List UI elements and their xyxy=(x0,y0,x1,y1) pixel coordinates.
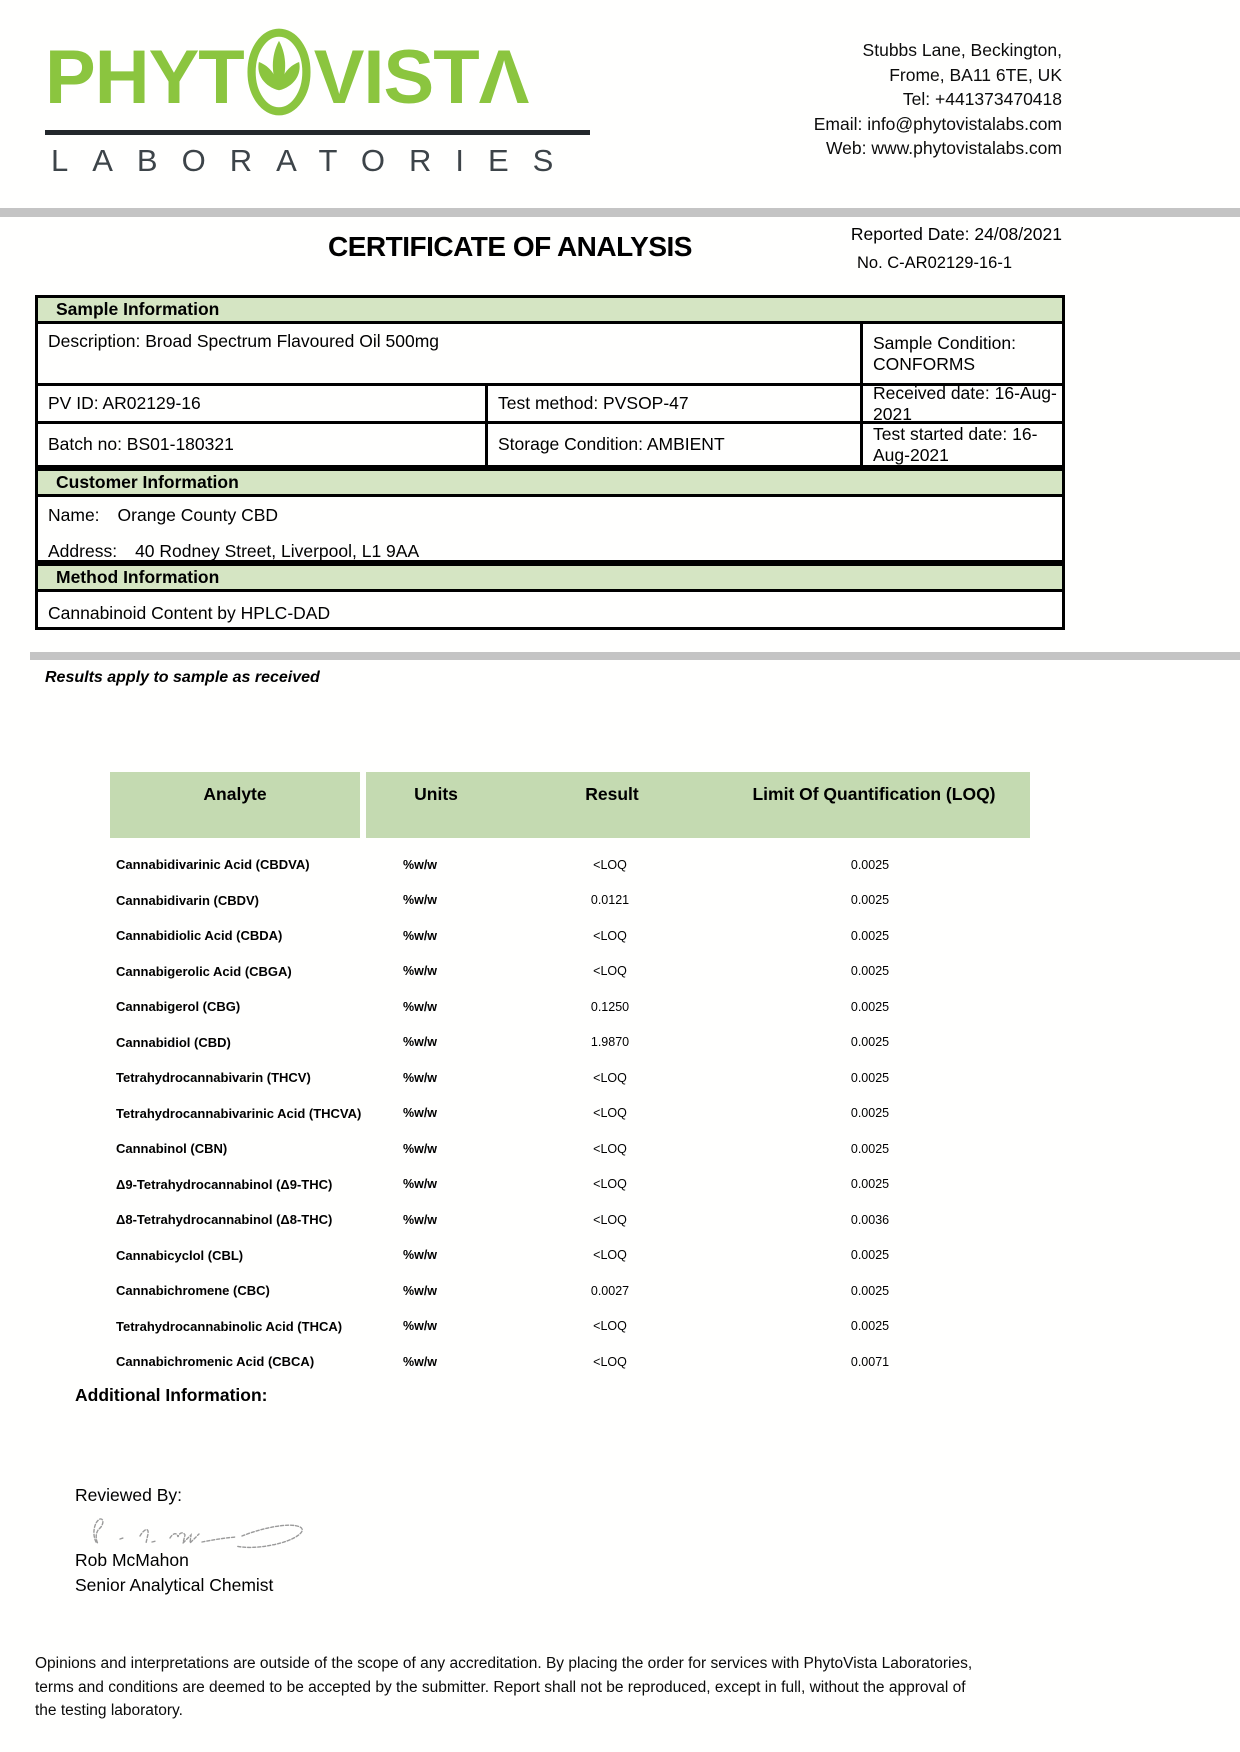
cell-loq: 0.0025 xyxy=(850,1177,890,1192)
sample-description-row xyxy=(38,324,1062,386)
contact-tel: Tel: +441373470418 xyxy=(902,89,1062,109)
cell-units: %w/w xyxy=(403,1070,438,1085)
cell-result: <LOQ xyxy=(593,1248,627,1263)
cell-analyte: Cannabichromene (CBC) xyxy=(116,1283,270,1299)
cell-result: <LOQ xyxy=(593,928,627,943)
report-number: No. C-AR02129-16-1 xyxy=(857,254,1012,272)
cell-analyte: Tetrahydrocannabivarin (THCV) xyxy=(116,1070,311,1086)
pv-id: PV ID: AR02129-16 xyxy=(38,386,488,421)
cell-loq: 0.0025 xyxy=(850,893,890,908)
cell-units: %w/w xyxy=(403,964,438,979)
cell-loq: 0.0025 xyxy=(850,964,890,979)
cell-loq: 0.0025 xyxy=(850,1248,890,1263)
contact-address-line2: Frome, BA11 6TE, UK xyxy=(889,64,1062,85)
cell-result: <LOQ xyxy=(593,964,627,979)
cell-analyte: Cannabinol (CBN) xyxy=(116,1141,228,1157)
cell-result: <LOQ xyxy=(593,1070,627,1085)
cell-analyte: Cannabicyclol (CBL) xyxy=(116,1247,244,1263)
cell-loq: 0.0025 xyxy=(850,1070,890,1085)
customer-address-label: Address: xyxy=(48,541,118,561)
cell-loq: 0.0025 xyxy=(850,1035,890,1050)
method-box: Cannabinoid Content by HPLC-DAD xyxy=(38,592,1062,630)
table-row xyxy=(110,1202,1030,1238)
cell-units: %w/w xyxy=(403,1354,438,1369)
sample-description: Description: Broad Spectrum Flavoured Oil 500mg xyxy=(38,324,863,383)
cell-analyte: Cannabigerolic Acid (CBGA) xyxy=(116,963,292,979)
cell-units: %w/w xyxy=(403,893,438,908)
table-row xyxy=(110,1131,1030,1167)
section-sample-information: Sample Information xyxy=(38,295,1062,324)
sample-batch-row xyxy=(38,424,1062,468)
results-table-header xyxy=(110,772,1030,838)
table-row xyxy=(110,1060,1030,1096)
table-row xyxy=(110,1309,1030,1345)
customer-name-label: Name: xyxy=(48,505,100,525)
logo-text-vist: VIST xyxy=(313,35,479,120)
customer-address-line xyxy=(48,541,1062,562)
customer-box xyxy=(38,497,1062,563)
table-row xyxy=(110,1344,1030,1380)
logo-text-a: Λ xyxy=(478,35,529,120)
cell-loq: 0.0025 xyxy=(850,999,890,1014)
cell-result: <LOQ xyxy=(593,857,627,872)
lab-contact-block xyxy=(814,38,1062,161)
cell-units: %w/w xyxy=(403,1283,438,1298)
cell-analyte: Cannabichromenic Acid (CBCA) xyxy=(116,1354,315,1370)
cell-loq: 0.0036 xyxy=(850,1212,890,1227)
section-divider-bar xyxy=(30,652,1240,660)
cell-analyte: Cannabidiol (CBD) xyxy=(116,1034,231,1050)
table-row xyxy=(110,1273,1030,1309)
cell-loq: 0.0025 xyxy=(850,928,890,943)
cell-result: <LOQ xyxy=(593,1177,627,1192)
results-table-body xyxy=(110,847,1030,1380)
cell-units: %w/w xyxy=(403,1248,438,1263)
cell-analyte: Tetrahydrocannabinolic Acid (THCA) xyxy=(116,1318,343,1334)
cell-loq: 0.0025 xyxy=(850,1141,890,1156)
cell-result: 1.9870 xyxy=(590,1035,630,1050)
cell-loq: 0.0025 xyxy=(850,1283,890,1298)
header-units: Units xyxy=(414,784,458,804)
logo-wordmark xyxy=(45,26,590,130)
table-row xyxy=(110,918,1030,954)
cell-units: %w/w xyxy=(403,1106,438,1121)
cell-loq: 0.0025 xyxy=(850,1319,890,1334)
logo-text-phyt: PHYT xyxy=(45,35,244,120)
cell-loq: 0.0025 xyxy=(850,857,890,872)
table-row xyxy=(110,1096,1030,1132)
page-title: CERTIFICATE OF ANALYSIS xyxy=(328,231,692,262)
cell-result: <LOQ xyxy=(593,1141,627,1156)
cell-units: %w/w xyxy=(403,999,438,1014)
additional-information-label: Additional Information: xyxy=(75,1385,268,1405)
table-row xyxy=(110,1167,1030,1203)
cell-units: %w/w xyxy=(403,1319,438,1334)
table-row xyxy=(110,847,1030,883)
table-row xyxy=(110,883,1030,919)
reviewer-block xyxy=(75,1548,273,1598)
section-method-information: Method Information xyxy=(38,563,1062,592)
customer-address-value: 40 Rodney Street, Liverpool, L1 9AA xyxy=(135,541,420,561)
header-right-band xyxy=(366,772,1030,838)
cell-units: %w/w xyxy=(403,857,438,872)
cell-result: 0.0027 xyxy=(590,1283,630,1298)
contact-email: Email: info@phytovistalabs.com xyxy=(813,113,1062,134)
cell-units: %w/w xyxy=(403,1141,438,1156)
cell-units: %w/w xyxy=(403,1212,438,1227)
cell-analyte: Tetrahydrocannabivarinic Acid (THCVA) xyxy=(116,1105,362,1121)
header-divider-bar xyxy=(0,208,1240,217)
cell-result: <LOQ xyxy=(593,1106,627,1121)
sample-condition: Sample Condition: CONFORMS xyxy=(873,332,1016,374)
cell-result: <LOQ xyxy=(593,1354,627,1369)
reviewer-name: Rob McMahon xyxy=(75,1550,189,1570)
customer-name-line xyxy=(48,505,1062,526)
phytovista-logo xyxy=(45,26,590,179)
storage-condition: Storage Condition: AMBIENT xyxy=(488,424,863,465)
logo-subtitle: LABORATORIES xyxy=(51,143,578,178)
reviewer-role: Senior Analytical Chemist xyxy=(75,1575,274,1595)
leaf-in-oval-icon xyxy=(247,28,311,129)
test-started-date: Test started date: 16-Aug-2021 xyxy=(873,423,1038,465)
cell-units: %w/w xyxy=(403,1177,438,1192)
received-date: Received date: 16-Aug-2021 xyxy=(873,382,1057,424)
reviewed-by-label: Reviewed By: xyxy=(75,1485,182,1505)
section-customer-information: Customer Information xyxy=(38,468,1062,497)
reported-date: Reported Date: 24/08/2021 xyxy=(850,224,1062,244)
cell-analyte: Δ9-Tetrahydrocannabinol (Δ9-THC) xyxy=(116,1176,333,1192)
customer-name-value: Orange County CBD xyxy=(117,505,279,525)
cell-loq: 0.0071 xyxy=(850,1354,890,1369)
info-table xyxy=(35,295,1065,630)
cell-result: <LOQ xyxy=(593,1212,627,1227)
cell-analyte: Cannabidivarinic Acid (CBDVA) xyxy=(116,857,310,873)
cell-result: 0.0121 xyxy=(590,893,630,908)
cell-analyte: Cannabigerol (CBG) xyxy=(116,999,241,1015)
table-row xyxy=(110,1238,1030,1274)
results-note: Results apply to sample as received xyxy=(45,669,320,686)
test-method: Test method: PVSOP-47 xyxy=(488,386,863,421)
cell-units: %w/w xyxy=(403,928,438,943)
results-table xyxy=(110,772,1030,1380)
cell-result: 0.1250 xyxy=(590,999,630,1014)
table-row xyxy=(110,1025,1030,1061)
header-analyte: Analyte xyxy=(110,772,360,838)
table-row xyxy=(110,989,1030,1025)
footer-disclaimer: Opinions and interpretations are outside of the scope of any accreditation. By placing the order for services with PhytoVista Laboratories, terms and conditions are deemed to be accepted by the submitter. Report shall not be reproduced, except in full, without the approval of the testing laboratory. xyxy=(35,1655,973,1719)
cell-loq: 0.0025 xyxy=(850,1106,890,1121)
contact-web: Web: www.phytovistalabs.com xyxy=(825,138,1062,158)
cell-analyte: Δ8-Tetrahydrocannabinol (Δ8-THC) xyxy=(116,1212,333,1228)
batch-no: Batch no: BS01-180321 xyxy=(38,424,488,465)
cell-analyte: Cannabidiolic Acid (CBDA) xyxy=(116,928,283,944)
logo-divider-line xyxy=(45,130,590,135)
cell-result: <LOQ xyxy=(593,1319,627,1334)
contact-address-line1: Stubbs Lane, Beckington, xyxy=(862,40,1062,60)
sample-pvid-row xyxy=(38,382,1062,424)
header-loq: Limit Of Quantification (LOQ) xyxy=(752,784,996,804)
cell-units: %w/w xyxy=(403,1035,438,1050)
cell-analyte: Cannabidivarin (CBDV) xyxy=(116,892,260,908)
header-result: Result xyxy=(585,784,639,804)
table-row xyxy=(110,954,1030,990)
